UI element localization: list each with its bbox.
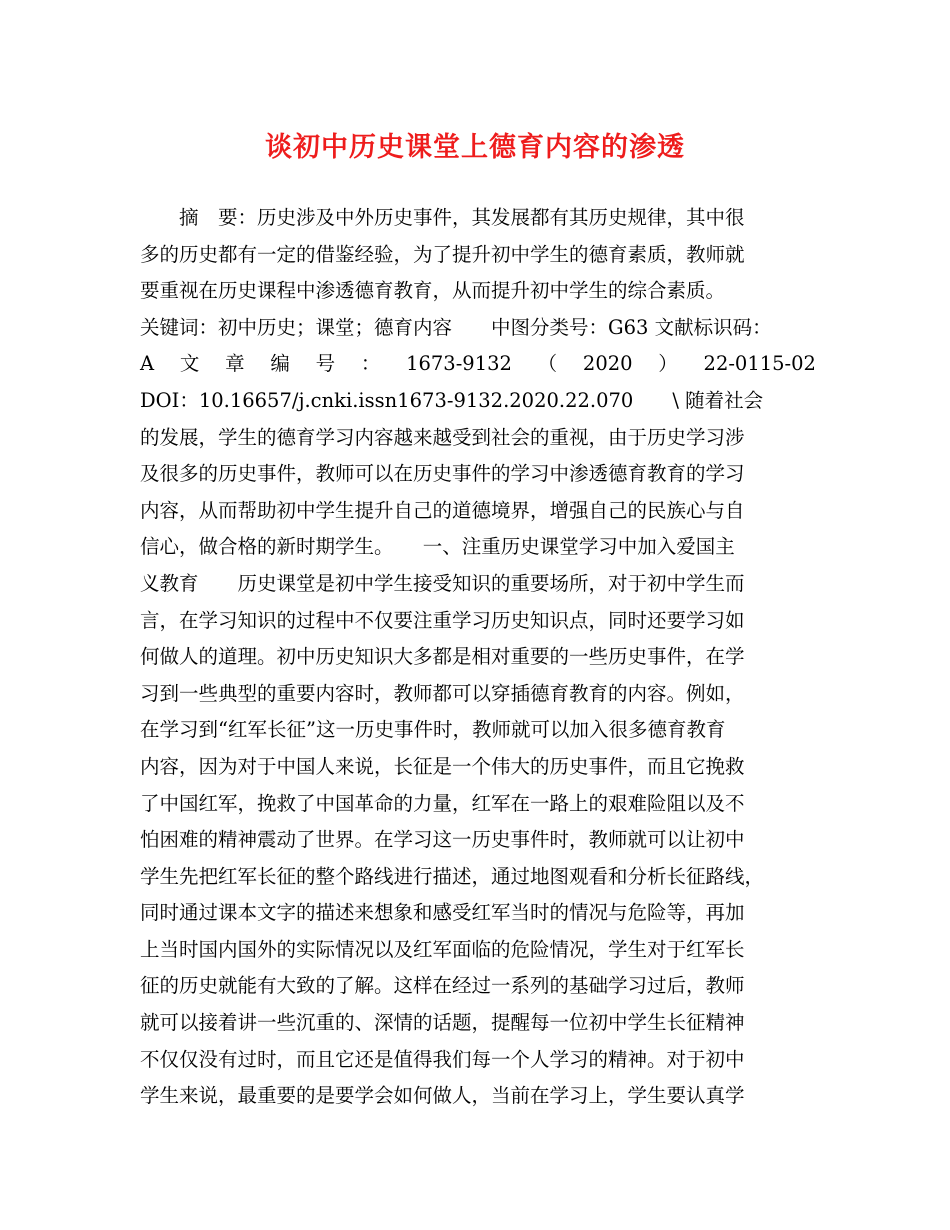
article-part: 1673-9132 xyxy=(406,352,512,376)
article-part: 编 xyxy=(270,352,290,376)
body-line: 多的历史都有一定的借鉴经验，为了提升初中学生的德育素质，教师就 xyxy=(140,242,745,266)
body-line: 关键词：初中历史；课堂；德育内容 中图分类号：G63 文献标识码： xyxy=(140,315,772,339)
body-line: 征的历史就能有大致的了解。这样在经过一系列的基础学习过后，教师 xyxy=(140,974,745,998)
body-line: 学生来说，最重要的是要学会如何做人，当前在学习上，学生要认真学 xyxy=(140,1084,745,1108)
body-line: 何做人的道理。初中历史知识大多都是相对重要的一些历史事件，在学 xyxy=(140,645,745,669)
article-part: ） xyxy=(658,352,678,376)
body-line: 怕困难的精神震动了世界。在学习这一历史事件时，教师就可以让初中 xyxy=(140,828,745,852)
body-line: 在学习到“红军长征”这一历史事件时，教师就可以加入很多德育教育 xyxy=(140,718,726,742)
body-line: 上当时国内国外的实际情况以及红军面临的危险情况，学生对于红军长 xyxy=(140,937,745,961)
body-line: 及很多的历史事件，教师可以在历史事件的学习中渗透德育教育的学习 xyxy=(140,462,745,486)
body-line: 的发展，学生的德育学习内容越来越受到社会的重视，由于历史学习涉 xyxy=(140,425,745,449)
article-part: 章 xyxy=(225,352,245,376)
body-line: 信心，做合格的新时期学生。 一、注重历史课堂学习中加入爱国主 xyxy=(140,535,735,559)
body-line: 了中国红军，挽救了中国革命的力量，红军在一路上的艰难险阻以及不 xyxy=(140,791,745,815)
document-title: 谈初中历史课堂上德育内容的渗透 xyxy=(265,132,685,163)
body-line: 要重视在历史课程中渗透德育教育，从而提升初中学生的综合素质。 xyxy=(140,279,726,303)
body-line: 言，在学习知识的过程中不仅要注重学习历史知识点，同时还要学习如 xyxy=(140,608,745,632)
article-part: 2020 xyxy=(582,352,633,376)
body-line: 内容，因为对于中国人来说，长征是一个伟大的历史事件，而且它挽救 xyxy=(140,754,745,778)
article-number-line xyxy=(140,346,816,383)
document-body xyxy=(140,200,816,1115)
article-part: （ xyxy=(537,352,558,376)
body-line: 习到一些典型的重要内容时，教师都可以穿插德育教育的内容。例如， xyxy=(140,681,745,705)
body-line: 不仅仅没有过时，而且它还是值得我们每一个人学习的精神。对于初中 xyxy=(140,1047,745,1071)
body-line: 学生先把红军长征的整个路线进行描述，通过地图观看和分析长征路线， xyxy=(140,864,765,888)
article-part: 文 xyxy=(179,352,200,376)
body-line: 摘 要：历史涉及中外历史事件，其发展都有其历史规律，其中很 xyxy=(140,206,745,229)
article-part: A xyxy=(140,352,155,376)
article-part: 22-0115-02 xyxy=(703,352,816,376)
body-line: 义教育 历史课堂是初中学生接受知识的重要场所，对于初中学生而 xyxy=(140,571,745,595)
body-line: DOI：10.16657/j.cnki.issn1673-9132.2020.22.070 \ 随着社会 xyxy=(140,388,764,412)
body-line: 就可以接着讲一些沉重的、深情的话题，提醒每一位初中学生长征精神 xyxy=(140,1011,745,1035)
body-line: 内容，从而帮助初中学生提升自己的道德境界，增强自己的民族心与自 xyxy=(140,498,745,522)
article-part: ： xyxy=(360,352,381,376)
body-line: 同时通过课本文字的描述来想象和感受红军当时的情况与危险等，再加 xyxy=(140,901,745,925)
article-part: 号 xyxy=(315,352,336,376)
